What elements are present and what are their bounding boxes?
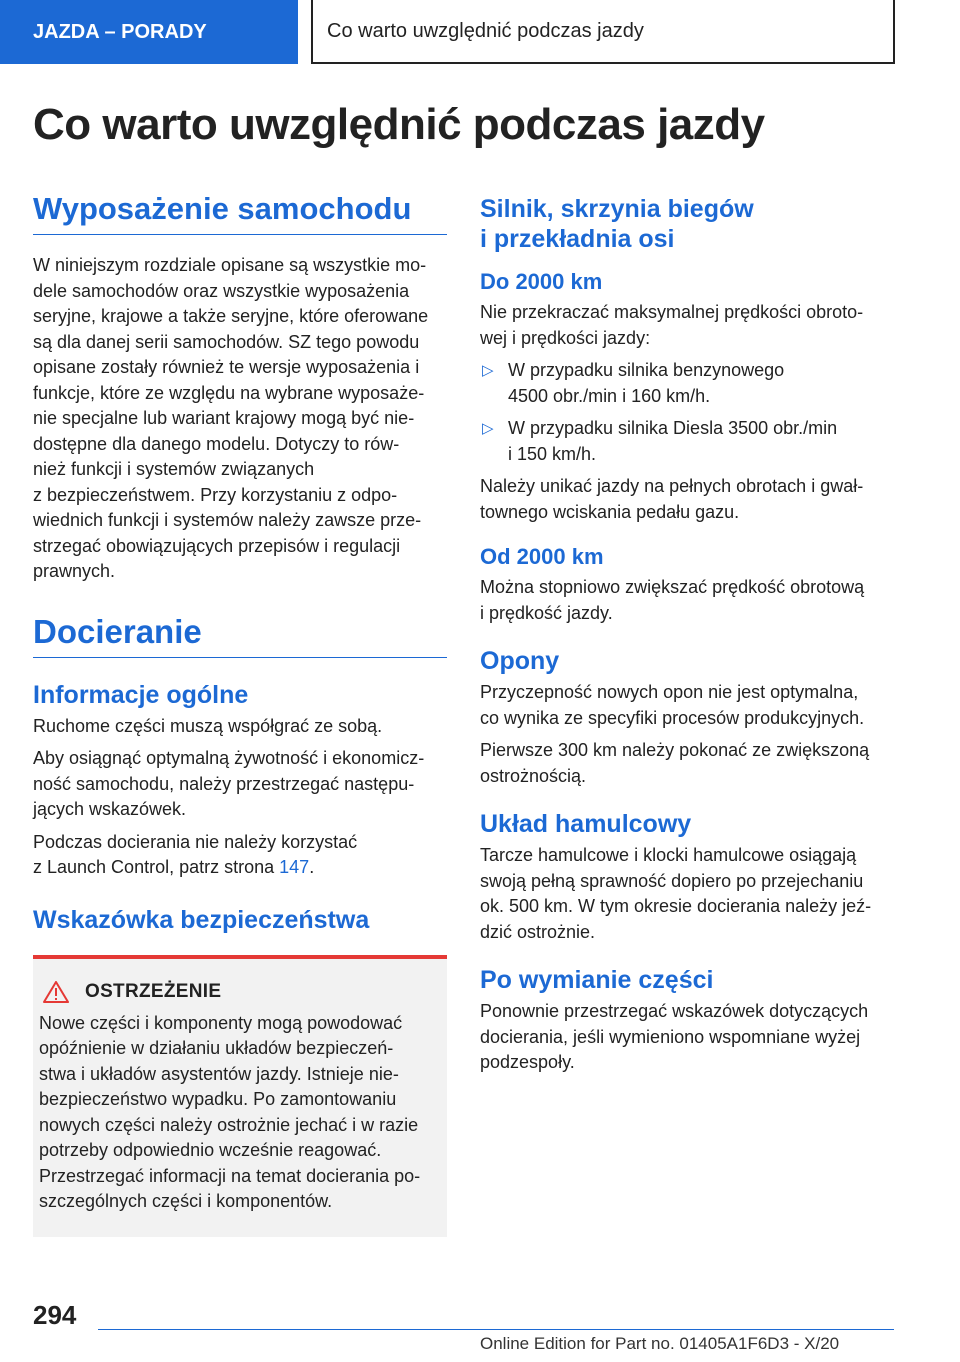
text-line: i 150 km/h. (508, 443, 597, 464)
parts-paragraph (480, 999, 894, 1076)
text-line: dostępne dla danego modelu. Dotyczy to rów‐ (33, 433, 400, 454)
text-line: Aby osiągnąć optymalną żywotność i ekonomicz‐ (33, 748, 425, 768)
text-line: nież funkcji i systemów związanych (33, 459, 315, 479)
list-item (480, 358, 894, 409)
tires-p2 (480, 738, 894, 789)
text-line: Przestrzegać informacji na temat docierania po‐ (39, 1165, 421, 1186)
page-number: 294 (33, 1300, 77, 1330)
text-line: i prędkość jazdy. (480, 602, 613, 623)
text-line: Podczas docierania nie należy korzystać (33, 831, 358, 852)
warning-header (39, 981, 439, 1003)
text-line: stwa i układów asystentów jazdy. Istnieje nie‐ (39, 1063, 399, 1084)
text-line: Ponownie przestrzegać wskazówek dotyczących (480, 1001, 869, 1021)
text-line: swoją pełną sprawność dopiero po przejechaniu (480, 870, 864, 891)
text-line: W przypadku silnika benzynowego (508, 360, 785, 380)
avoid-paragraph (480, 474, 894, 525)
text-line: opóźnienie w działaniu układów bezpieczeń‐ (39, 1038, 394, 1058)
text-line: potrzeby odpowiednio wcześnie reagować. (39, 1140, 382, 1160)
text-line: Tarcze hamulcowe i klocki hamulcowe osiągają (480, 845, 857, 865)
brakes-heading: Układ hamulcowy (480, 810, 692, 838)
equipment-paragraph (33, 253, 447, 585)
text-line: ok. 500 km. W tym okresie docierania należy jeź‐ (480, 896, 872, 916)
text-span: . (309, 857, 315, 877)
text-line: seryjne, krajowe a także seryjne, które oferowane (33, 306, 429, 326)
text-line (33, 855, 447, 881)
from-2000-heading: Od 2000 km (480, 544, 604, 569)
text-line: Należy unikać jazdy na pełnych obrotach i gwał‐ (480, 476, 864, 496)
text-line: Nowe części i komponenty mogą powodować (39, 1012, 403, 1033)
text-line: wiednich funkcji i systemów należy zawsze prze‐ (33, 510, 422, 530)
warning-text (39, 1011, 439, 1215)
footer-divider (98, 1329, 894, 1330)
from-2000-paragraph (480, 575, 894, 626)
triangle-bullet-icon: ▷ (482, 420, 494, 437)
chapter-title-box (311, 0, 895, 64)
break-in-p1: Ruchome części muszą współgrać ze sobą. (33, 715, 383, 736)
break-in-p2 (33, 746, 447, 823)
text-line: Nie przekraczać maksymalnej prędkości obroto‐ (480, 302, 864, 322)
text-line: szczególnych części i komponentów. (39, 1191, 333, 1211)
text-span: z Launch Control, patrz strona (33, 857, 280, 877)
tires-p1 (480, 680, 894, 731)
break-in-heading: Docieranie (33, 613, 447, 658)
triangle-bullet-icon: ▷ (482, 362, 494, 379)
heading-line: Silnik, skrzynia biegów (480, 195, 754, 223)
text-line: są dla danej serii samochodów. SZ tego powodu (33, 331, 420, 352)
text-line: wej i prędkości jazdy: (480, 327, 651, 348)
heading-line: i przekładnia osi (480, 225, 675, 253)
text-line: co wynika ze specyfiki procesów produkcyjnych. (480, 707, 865, 728)
text-line: nowych części należy ostrożnie jechać i w razie (39, 1114, 419, 1135)
text-line: dzić ostrożnie. (480, 921, 596, 942)
chapter-title: Co warto uwzględnić podczas jazdy (327, 19, 644, 42)
upto-2000-paragraph (480, 300, 894, 351)
text-line: Przyczepność nowych opon nie jest optymalna, (480, 682, 859, 702)
brakes-paragraph (480, 843, 894, 945)
text-line: Pierwsze 300 km należy pokonać ze zwiększoną (480, 740, 870, 760)
text-line: W przypadku silnika Diesla 3500 obr./min (508, 418, 838, 438)
page-title: Co warto uwzględnić podczas jazdy (33, 100, 765, 149)
text-line: prawnych. (33, 561, 116, 581)
left-column (33, 190, 447, 1237)
safety-heading: Wskazówka bezpieczeństwa (33, 905, 370, 934)
text-line: jących wskazówek. (33, 799, 187, 819)
parts-replacement-heading: Po wymianie części (480, 966, 714, 994)
general-info-heading: Informacje ogólne (33, 680, 249, 709)
text-line: podzespoły. (480, 1052, 575, 1072)
text-line: bezpieczeństwo wypadku. Po zamontowaniu (39, 1089, 397, 1109)
warning-title: OSTRZEŻENIE (85, 980, 222, 1002)
tires-heading: Opony (480, 647, 560, 675)
text-line: z bezpieczeństwem. Przy korzystaniu z odpo‐ (33, 484, 398, 505)
text-line: nie specjalne lub wariant krajowy mogą być nie‐ (33, 408, 415, 428)
warning-box (33, 955, 447, 1237)
list-item (480, 416, 894, 467)
text-line: W niniejszym rozdziale opisane są wszystkie mo‐ (33, 255, 427, 275)
text-line: ostrożnością. (480, 765, 587, 786)
upto-2000-heading: Do 2000 km (480, 269, 603, 294)
text-line: 4500 obr./min i 160 km/h. (508, 385, 711, 406)
text-line: ność samochodu, należy przestrzegać następu‐ (33, 773, 415, 794)
text-line: Można stopniowo zwiększać prędkość obrotową (480, 577, 865, 597)
page-link[interactable]: 147 (279, 857, 310, 877)
text-line: strzegać obowiązujących przepisów i regulacji (33, 535, 401, 556)
warning-triangle-icon (43, 981, 69, 1003)
text-line: opisane zostały również te wersje wyposażenia i (33, 357, 420, 377)
edition-text: Online Edition for Part no. 01405A1F6D3 - X/20 (480, 1334, 840, 1353)
right-column (480, 190, 894, 1076)
text-line: townego wciskania pedału gazu. (480, 501, 740, 522)
text-line: funkcje, które ze względu na wybrane wyposaże‐ (33, 382, 425, 403)
section-tab: JAZDA – PORADY (0, 0, 298, 64)
engine-heading (480, 194, 894, 254)
equipment-heading: Wyposażenie samochodu (33, 190, 447, 235)
text-line: dele samochodów oraz wszystkie wyposażenia (33, 280, 410, 301)
rpm-limits-list (480, 358, 894, 467)
break-in-p3 (33, 830, 447, 881)
text-line: docierania, jeśli wymieniono wspomniane wyżej (480, 1026, 861, 1047)
